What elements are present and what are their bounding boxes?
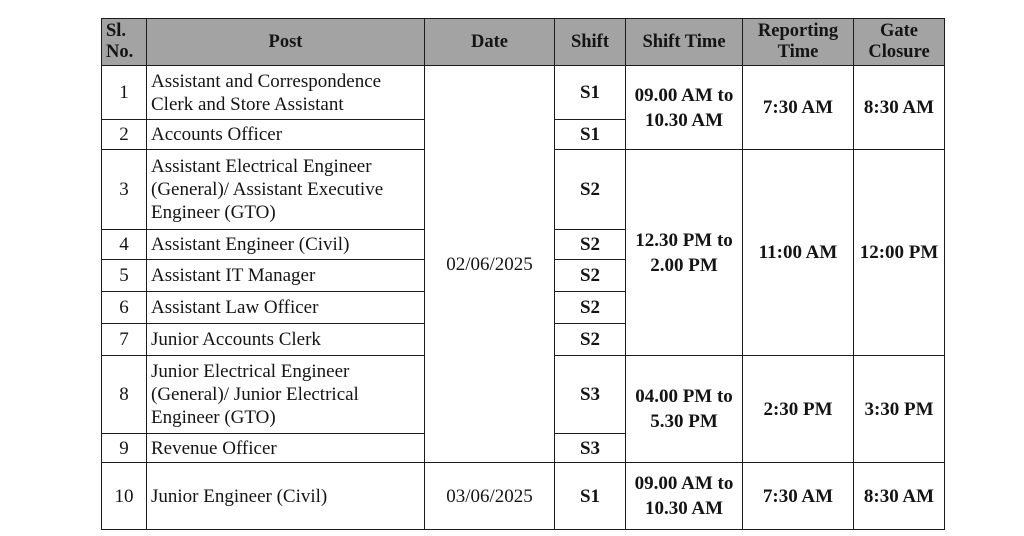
table-row [102, 66, 945, 120]
sl-no-cell: 8 [102, 356, 147, 434]
header-gate-closure: Gate Closure [854, 19, 945, 66]
shift-time-cell: 04.00 PM to 5.30 PM [626, 356, 743, 463]
gate-closure-cell: 8:30 AM [854, 463, 945, 530]
sl-no-cell: 4 [102, 230, 147, 260]
shift-time-cell: 12.30 PM to 2.00 PM [626, 150, 743, 356]
shift-cell: S2 [555, 324, 626, 356]
shift-cell: S1 [555, 463, 626, 530]
post-cell: Junior Electrical Engineer (General)/ Junior Electrical Engineer (GTO) [147, 356, 425, 434]
post-cell: Assistant and Correspondence Clerk and Store Assistant [147, 66, 425, 120]
sl-no-cell: 5 [102, 260, 147, 292]
shift-cell: S2 [555, 292, 626, 324]
sl-no-cell: 9 [102, 434, 147, 463]
shift-cell: S3 [555, 356, 626, 434]
table-row [102, 463, 945, 530]
header-date: Date [425, 19, 555, 66]
sl-no-cell: 2 [102, 120, 147, 150]
shift-time-cell: 09.00 AM to 10.30 AM [626, 463, 743, 530]
gate-closure-cell: 8:30 AM [854, 66, 945, 150]
post-cell: Assistant Electrical Engineer (General)/ Assistant Executive Engineer (GTO) [147, 150, 425, 230]
exam-schedule-table [101, 18, 945, 530]
post-cell: Accounts Officer [147, 120, 425, 150]
gate-closure-cell: 12:00 PM [854, 150, 945, 356]
header-shift-time: Shift Time [626, 19, 743, 66]
post-cell: Assistant IT Manager [147, 260, 425, 292]
header-sl-no: Sl. No. [102, 19, 147, 66]
shift-cell: S2 [555, 260, 626, 292]
shift-cell: S1 [555, 120, 626, 150]
reporting-time-cell: 11:00 AM [743, 150, 854, 356]
header-post: Post [147, 19, 425, 66]
header-row [102, 19, 945, 66]
shift-cell: S3 [555, 434, 626, 463]
sl-no-cell: 6 [102, 292, 147, 324]
sl-no-cell: 10 [102, 463, 147, 530]
shift-cell: S2 [555, 150, 626, 230]
header-reporting-time: Reporting Time [743, 19, 854, 66]
shift-cell: S2 [555, 230, 626, 260]
sl-no-cell: 7 [102, 324, 147, 356]
date-cell: 03/06/2025 [425, 463, 555, 530]
post-cell: Assistant Law Officer [147, 292, 425, 324]
reporting-time-cell: 2:30 PM [743, 356, 854, 463]
date-cell: 02/06/2025 [425, 66, 555, 463]
post-cell: Revenue Officer [147, 434, 425, 463]
post-cell: Assistant Engineer (Civil) [147, 230, 425, 260]
sl-no-cell: 1 [102, 66, 147, 120]
gate-closure-cell: 3:30 PM [854, 356, 945, 463]
header-shift: Shift [555, 19, 626, 66]
post-cell: Junior Engineer (Civil) [147, 463, 425, 530]
shift-time-cell: 09.00 AM to 10.30 AM [626, 66, 743, 150]
post-cell: Junior Accounts Clerk [147, 324, 425, 356]
reporting-time-cell: 7:30 AM [743, 463, 854, 530]
shift-cell: S1 [555, 66, 626, 120]
reporting-time-cell: 7:30 AM [743, 66, 854, 150]
sl-no-cell: 3 [102, 150, 147, 230]
